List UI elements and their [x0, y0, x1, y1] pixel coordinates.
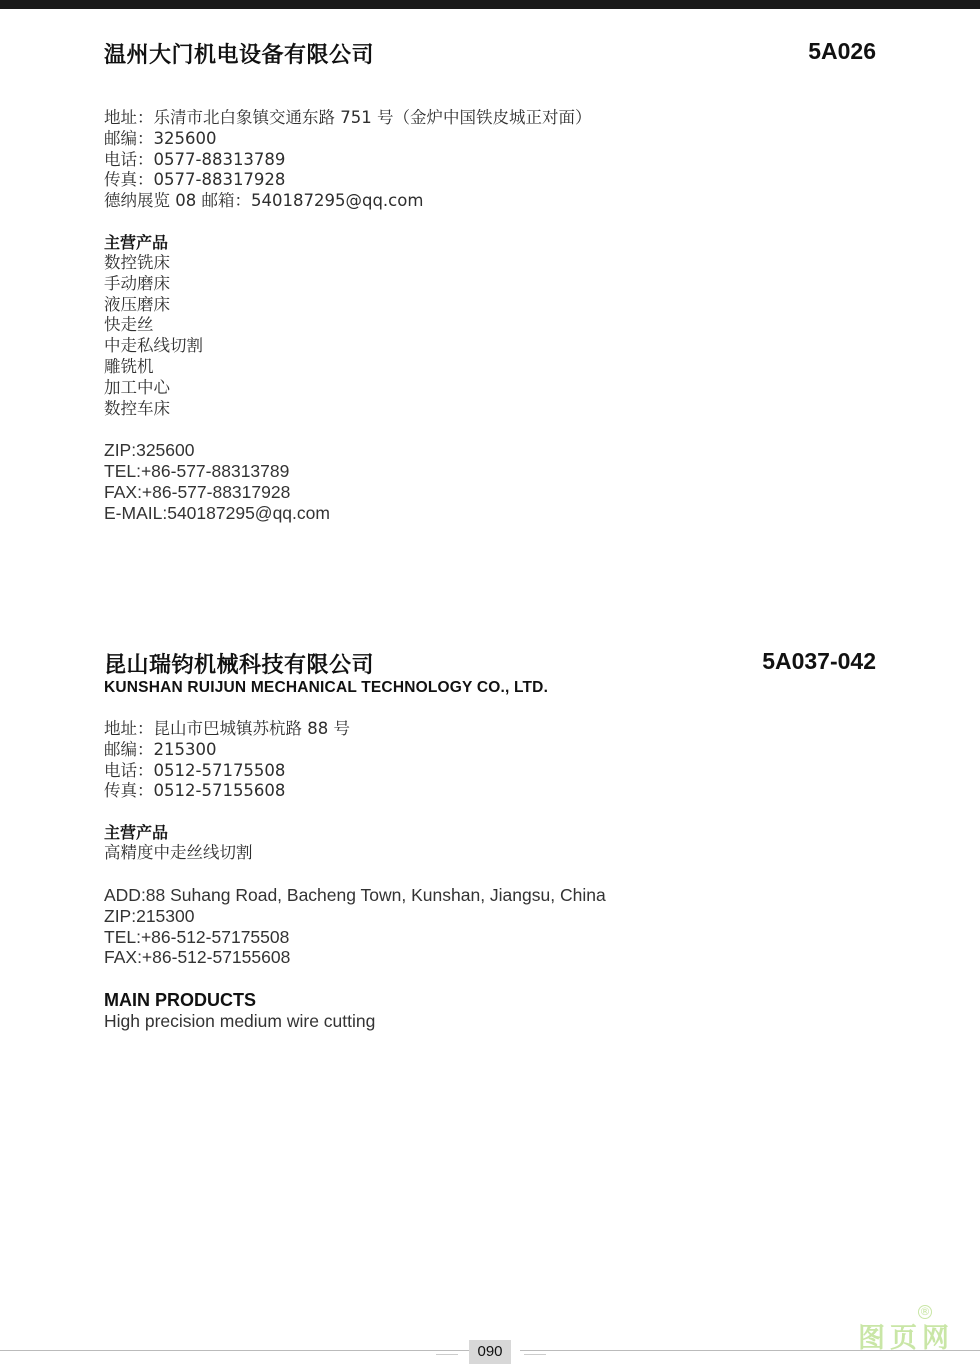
products-list-en — [104, 1011, 884, 1032]
cn-contact-block — [104, 719, 884, 802]
products-list-cn — [104, 843, 884, 864]
company-name-cn: 昆山瑞钧机械科技有限公司 — [104, 653, 375, 678]
products-title-cn: 主营产品 — [104, 823, 169, 843]
company-name-en: KUNSHAN RUIJUN MECHANICAL TECHNOLOGY CO., LTD. — [104, 679, 549, 696]
product-item: 中走私线切割 — [104, 336, 203, 356]
fax-en-line: FAX:+86-577-88317928 — [104, 481, 291, 502]
product-item: 加工中心 — [104, 377, 170, 397]
en-contact-block — [104, 885, 884, 968]
booth-number: 5A037-042 — [762, 648, 876, 674]
product-item: 液压磨床 — [104, 294, 170, 314]
product-item: 快走丝 — [104, 315, 154, 335]
product-item: 数控铣床 — [104, 252, 170, 272]
en-contact-block — [104, 440, 884, 523]
zip-line: ZIP:325600 — [104, 440, 195, 461]
phone-line: 电话：0512-57175508 — [104, 760, 286, 780]
product-item: 手动磨床 — [104, 273, 170, 293]
registered-mark-icon: ® — [919, 1305, 931, 1318]
tel-line: TEL:+86-577-88313789 — [104, 461, 290, 482]
entry-header — [104, 648, 884, 682]
product-item: 数控车床 — [104, 398, 170, 418]
company-name-cn: 温州大门机电设备有限公司 — [104, 43, 375, 68]
tel-line: TEL:+86-512-57175508 — [104, 926, 290, 947]
products-title-en: MAIN PRODUCTS — [104, 990, 256, 1011]
fax-en-line: FAX:+86-512-57155608 — [104, 947, 291, 968]
footer-tick-left — [436, 1354, 458, 1355]
watermark-logo: 图页网 — [858, 1323, 954, 1354]
zip-line: ZIP:215300 — [104, 905, 195, 926]
address-en-line: ADD:88 Suhang Road, Bacheng Town, Kunshan, Jiangsu, China — [104, 884, 606, 905]
footer-rule-left — [0, 1350, 470, 1351]
exhibitor-entry — [104, 648, 884, 1032]
page-number: 090 — [469, 1340, 511, 1364]
fax-line: 传真：0512-57155608 — [104, 781, 286, 801]
postcode-line: 邮编：215300 — [104, 739, 217, 759]
top-rule — [0, 0, 980, 9]
fax-line: 传真：0577-88317928 — [104, 170, 286, 190]
product-item-en: High precision medium wire cutting — [104, 1011, 376, 1032]
footer-tick-right — [524, 1354, 546, 1355]
address-line: 地址：昆山市巴城镇苏杭路 88 号 — [104, 719, 350, 738]
email-line: 德纳展览 08 邮箱：540187295@qq.com — [104, 191, 424, 211]
booth-number: 5A026 — [808, 38, 876, 64]
cn-contact-block — [104, 108, 884, 212]
exhibitor-entry — [104, 38, 884, 524]
products-list-cn — [104, 253, 884, 419]
products-title-cn: 主营产品 — [104, 232, 169, 252]
product-item: 高精度中走丝线切割 — [104, 843, 253, 863]
postcode-line: 邮编：325600 — [104, 128, 217, 148]
phone-line: 电话：0577-88313789 — [104, 149, 286, 169]
email-en-line: E-MAIL:540187295@qq.com — [104, 502, 330, 523]
address-line: 地址：乐清市北白象镇交通东路 751 号（金炉中国铁皮城正对面） — [104, 108, 592, 127]
product-item: 雕铣机 — [104, 356, 154, 376]
entry-header — [104, 38, 884, 72]
